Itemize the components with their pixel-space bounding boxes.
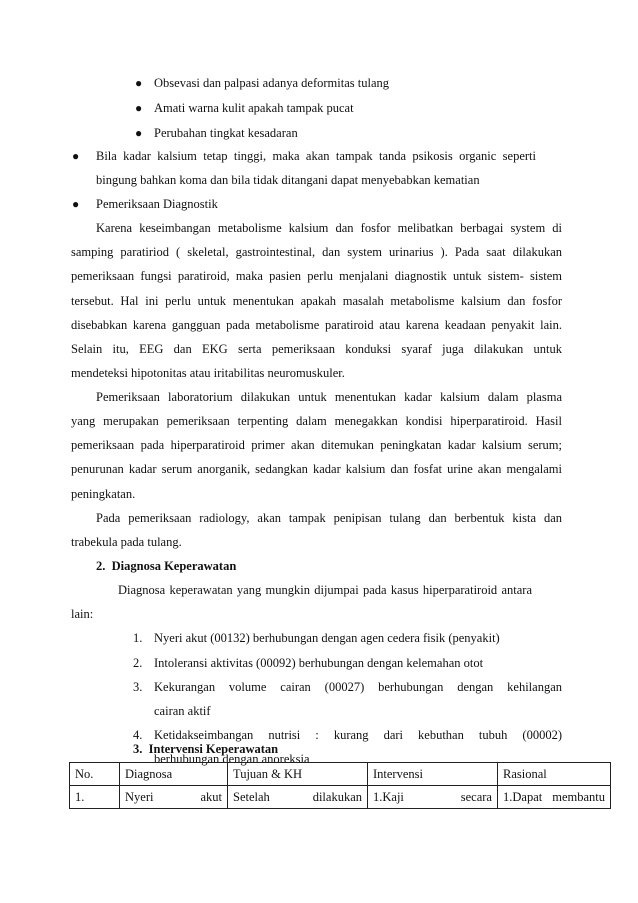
paragraph-line: tersebut. Hal ini perlu untuk menentukan apakah masalah metabolisme kalsium dan fosfor: [71, 294, 562, 308]
table-header-cell: Diagnosa: [120, 763, 228, 786]
bullet-icon: ●: [135, 101, 143, 115]
cell-word: akut: [200, 789, 222, 804]
table-header-cell: Tujuan & KH: [228, 763, 368, 786]
table-cell-text: [125, 790, 222, 805]
list-number: 3.: [133, 680, 143, 694]
paragraph-line: Pada pemeriksaan radiology, akan tampak penipisan tulang dan berbentuk kista dan: [96, 511, 562, 525]
list-item-continuation: berhubungan dengan anoreksia: [154, 752, 310, 766]
section-intro-line: lain:: [71, 607, 94, 621]
table-cell-text: [233, 790, 362, 805]
list-item: Kekurangan volume cairan (00027) berhubungan dengan kehilangan: [154, 680, 562, 694]
cell-word: dilakukan: [312, 789, 362, 804]
list-item: Amati warna kulit apakah tampak pucat: [154, 101, 354, 115]
paragraph-line: Pemeriksaan laboratorium dilakukan untuk menentukan kadar kalsium dalam plasma: [96, 390, 562, 404]
intervention-table: [69, 762, 611, 809]
cell-word: membantu: [552, 789, 605, 804]
table-header-row: [70, 763, 611, 786]
bullet-icon: ●: [135, 76, 143, 90]
table-header-cell: Rasional: [498, 763, 611, 786]
bullet-icon: ●: [135, 126, 143, 140]
table-header-cell: No.: [70, 763, 120, 786]
table-cell-text: [503, 790, 605, 805]
table-cell: [228, 786, 368, 809]
table-row: [70, 786, 611, 809]
cell-word: 1.Kaji: [373, 789, 404, 804]
paragraph-line: trabekula pada tulang.: [71, 535, 182, 549]
paragraph-line: pemeriksaan fungsi paratiroid, maka pasien perlu menjalani diagnostik untuk sistem- sistem: [71, 269, 562, 283]
bullet-icon: ●: [72, 197, 80, 211]
paragraph-line: penurunan kadar serum anorganik, sedangkan kadar kalsium dan fosfat urine akan mengalami: [71, 462, 562, 476]
table-cell: [120, 786, 228, 809]
list-item: Obsevasi dan palpasi adanya deformitas tulang: [154, 76, 389, 90]
table-header-cell: Intervensi: [368, 763, 498, 786]
paragraph-line: mendeteksi hipotonitas atau iritabilitas neuromuskuler.: [71, 366, 345, 380]
cell-word: Setelah: [233, 789, 270, 804]
list-number: 4.: [133, 728, 143, 742]
cell-word: Nyeri: [125, 789, 154, 804]
calcium-bullet-line: bingung bahkan koma dan bila tidak ditangani dapat menyebabkan kematian: [96, 173, 480, 187]
diagnostic-heading: Pemeriksaan Diagnostik: [96, 197, 218, 211]
paragraph-line: Karena keseimbangan metabolisme kalsium dan fosfor melibatkan berbagai system di: [96, 221, 562, 235]
table-cell: 1.: [70, 786, 120, 809]
paragraph-line: Selain itu, EEG dan EKG serta pemeriksaan konduksi syaraf juga dilakukan untuk: [71, 342, 562, 356]
cell-word: secara: [460, 789, 492, 804]
paragraph-line: peningkatan.: [71, 487, 136, 501]
list-item: Nyeri akut (00132) berhubungan dengan agen cedera fisik (penyakit): [154, 631, 500, 645]
section-intro-line: Diagnosa keperawatan yang mungkin dijumpai pada kasus hiperparatiroid antara: [118, 583, 532, 597]
table-cell: [368, 786, 498, 809]
table-cell: [498, 786, 611, 809]
table-cell-text: [373, 790, 492, 805]
list-number: 1.: [133, 631, 143, 645]
list-item: Perubahan tingkat kesadaran: [154, 126, 298, 140]
list-item: Ketidakseimbangan nutrisi : kurang dari kebuthan tubuh (00002): [154, 728, 562, 742]
calcium-bullet-line: Bila kadar kalsium tetap tinggi, maka akan tampak tanda psikosis organic seperti: [96, 149, 536, 163]
paragraph-line: pemeriksaan pada hiperparatiroid primer akan ditemukan peningkatan kadar kalsium serum;: [71, 438, 562, 452]
list-item: Intoleransi aktivitas (00092) berhubungan dengan kelemahan otot: [154, 656, 484, 670]
list-item-continuation: cairan aktif: [154, 704, 211, 718]
paragraph-line: yang merupakan pemeriksaan terpenting dalam menegakkan kondisi hiperparatiroid. Hasil: [71, 414, 562, 428]
bullet-icon: ●: [72, 149, 80, 163]
list-number: 2.: [133, 656, 143, 670]
cell-word: 1.Dapat: [503, 789, 543, 804]
section-heading: 3. Intervensi Keperawatan: [133, 742, 279, 756]
paragraph-line: disebabkan karena gangguan pada metabolisme paratiroid atau karena keadaan penyakit lain.: [71, 318, 562, 332]
paragraph-line: samping paratiriod ( skeletal, gastrointestinal, dan system urinarius ). Pada saat dilakukan: [71, 245, 562, 259]
section-heading: 2. Diagnosa Keperawatan: [96, 559, 237, 573]
